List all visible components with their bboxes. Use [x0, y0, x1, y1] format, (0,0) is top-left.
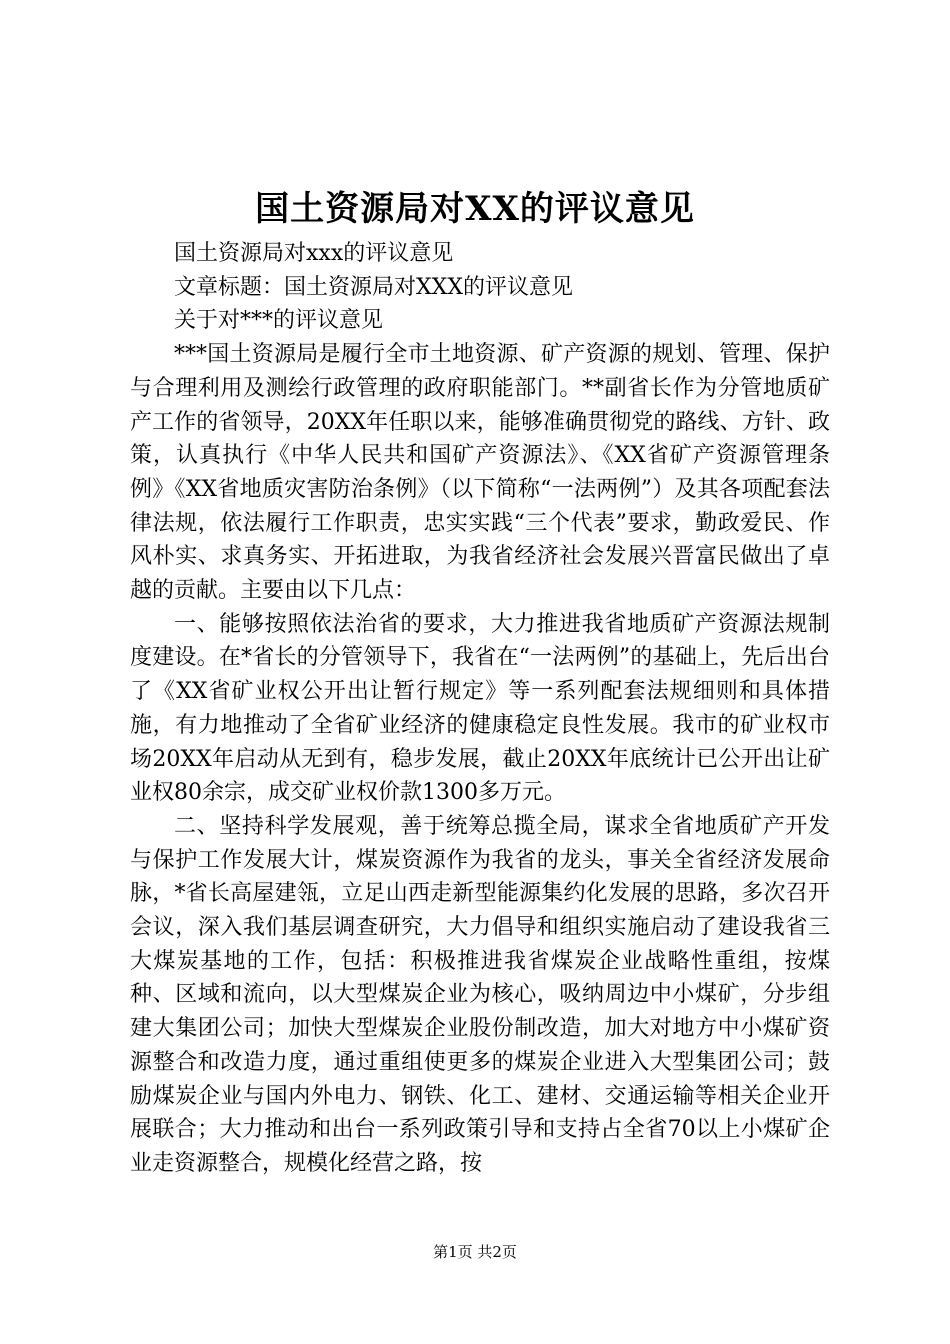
body-paragraph: ***国土资源局是履行全市土地资源、矿产资源的规划、管理、保护与合理利用及测绘行政管理的政府职能部门。**副省长作为分管地质矿产工作的省领导，20XX年任职以来，能够准确贯彻党的路线、方针、政策，认真执行《中华人民共和国矿产资源法》、《XX省矿产资源管理条例》《XX省地质灾害防治条例》（以下简称“一法两例”）及其各项配套法律法规，依法履行工作职责，忠实实践“三个代表”要求，勤政爱民、作风朴实、求真务实、开拓进取，为我省经济社会发展兴晋富民做出了卓越的贡献。主要由以下几点：: [130, 342, 830, 604]
body-paragraph: 一、能够按照依法治省的要求，大力推进我省地质矿产资源法规制度建设。在*省长的分管领导下，我省在“一法两例”的基础上，先后出台了《XX省矿业权公开出让暂行规定》等一系列配套法规细则和具体措施，有力地推动了全省矿业经济的健康稳定良性发展。我市的矿业权市场20XX年启动从无到有，稳步发展，截止20XX年底统计已公开出让矿业权80余宗，成交矿业权价款1300多万元。: [130, 611, 830, 806]
document-body: [130, 237, 830, 1181]
article-heading-line: 文章标题：国土资源局对XXX的评议意见: [174, 274, 573, 300]
subtitle-line: 国土资源局对xxx的评议意见: [174, 241, 454, 266]
page-number-footer: 第1页 共2页: [433, 1243, 517, 1261]
document-title: 国土资源局对XX的评议意见: [255, 189, 695, 229]
body-paragraph: 二、坚持科学发展观，善于统筹总揽全局，谋求全省地质矿产开发与保护工作发展大计，煤炭资源作为我省的龙头，事关全省经济发展命脉，*省长高屋建瓴，立足山西走新型能源集约化发展的思路，多次召开会议，深入我们基层调查研究，大力倡导和组织实施启动了建设我省三大煤炭基地的工作，包括：积极推进我省煤炭企业战略性重组，按煤种、区域和流向，以大型煤炭企业为核心，吸纳周边中小煤矿，分步组建大集团公司；加快大型煤炭企业股份制改造，加大对地方中小煤矿资源整合和改造力度，通过重组使更多的煤炭企业进入大型集团公司；鼓励煤炭企业与国内外电力、钢铁、化工、建材、交通运输等相关企业开展联合；大力推动和出台一系列政策引导和支持占全省70以上小煤矿企业走资源整合，规模化经营之路，按: [130, 813, 830, 1176]
comment-heading-line: 关于对***的评议意见: [174, 308, 384, 334]
